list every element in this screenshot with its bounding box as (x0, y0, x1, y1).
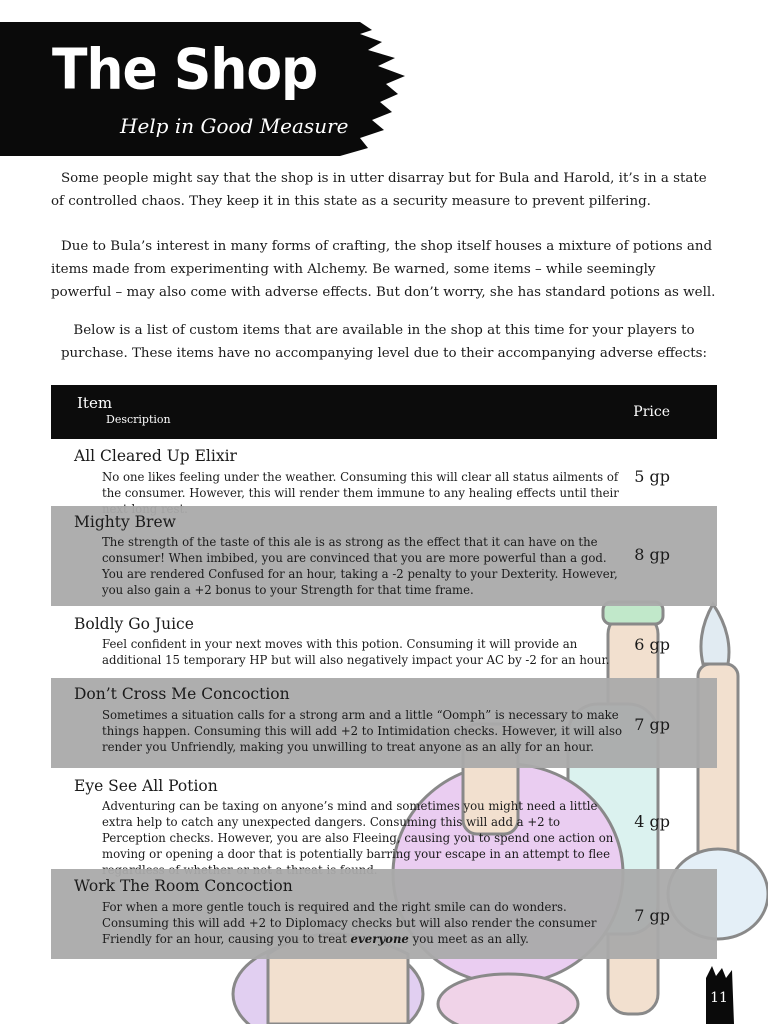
item-name: Mighty Brew (74, 513, 176, 531)
item-name: Boldly Go Juice (74, 615, 194, 633)
table-row (51, 606, 717, 678)
item-name: Eye See All Potion (74, 777, 218, 795)
intro-paragraph-1: Some people might say that the shop is in utter disarray but for Bula and Harold, it’s in a state of controlled chaos. They keep it in this state as a security measure to prevent pilfering. (51, 171, 707, 209)
item-price: 5 gp (634, 467, 670, 486)
item-description-emphasis: everyone (350, 932, 409, 946)
table-row (51, 678, 717, 768)
intro-paragraph-3: Below is a list of custom items that are available in the shop at this time for your players to purchase. These items have no accompanying level due to their accompanying adverse effects: (60, 323, 707, 361)
item-description-text: For when a more gentle touch is required and the right smile can do wonders. Consuming this will add +2 to Diplomacy checks but will also render the consumer Friendly for an hour, causing you to treat (102, 900, 597, 946)
header-description: Description (106, 413, 171, 426)
page-number: 11 (710, 990, 728, 1006)
item-name: All Cleared Up Elixir (74, 447, 237, 465)
item-price: 7 gp (634, 906, 670, 925)
table-header (51, 385, 717, 439)
table-row (51, 768, 717, 869)
table-row (51, 506, 717, 606)
table-row (51, 869, 717, 959)
item-description-text-end: you meet as an ally. (408, 932, 529, 946)
item-name: Work The Room Concoction (74, 877, 293, 895)
item-description: Adventuring can be taxing on anyone’s mind and sometimes you might need a little extra help to catch any unexpected dangers. Consuming this will add a +2 to Perception checks. However, you are also Fleeing, causing you to spend one action on moving or opening a door that is potentially barring your escape in an attempt to flee (102, 799, 614, 861)
shop-items-table (51, 385, 717, 959)
item-price: 6 gp (634, 635, 670, 654)
page-title: The Shop (52, 37, 318, 103)
item-price: 7 gp (634, 715, 670, 734)
item-description: Feel confident in your next moves with this potion. Consuming it will provide an additional 15 temporary HP but will also negatively impact your AC by -2 for an hour. (102, 637, 610, 667)
intro-paragraph-2: Due to Bula’s interest in many forms of crafting, the shop itself houses a mixture of potions and items made from experimenting with Alchemy. Be warned, some items – while seemingly powerful – may also come with adverse effects. But don’t worry, she has standard potions as well. (51, 239, 716, 300)
item-description: No one likes feeling under the weather. Consuming this will clear all status ailments of the consumer. However, this will render them immune to any healing effects until their (102, 470, 619, 500)
item-description: The strength of the taste of this ale is as strong as the effect that it can have on the consumer! When imbibed, you are convinced that you are more powerful than a god. You are rendered Confused for an hour, taking a -2 penalty to your Dexterity. However, you also gain a +2 bonus to your Strength for that time frame. (102, 535, 618, 597)
item-price: 8 gp (634, 545, 670, 564)
header-price: Price (633, 404, 670, 420)
item-description (102, 899, 624, 947)
page-subtitle: Help in Good Measure (120, 114, 349, 138)
item-name: Don’t Cross Me Concoction (74, 685, 290, 703)
header-item: Item (77, 394, 113, 412)
item-description: Sometimes a situation calls for a strong arm and a little “Oomph” is necessary to make things happen. Consuming this will add +2 to Intimidation checks. However, it will also render you Unfriendly, making you unwilling to treat anyone as an ally for an hour. (102, 708, 623, 754)
table-row (51, 439, 717, 506)
item-price: 4 gp (634, 812, 670, 831)
